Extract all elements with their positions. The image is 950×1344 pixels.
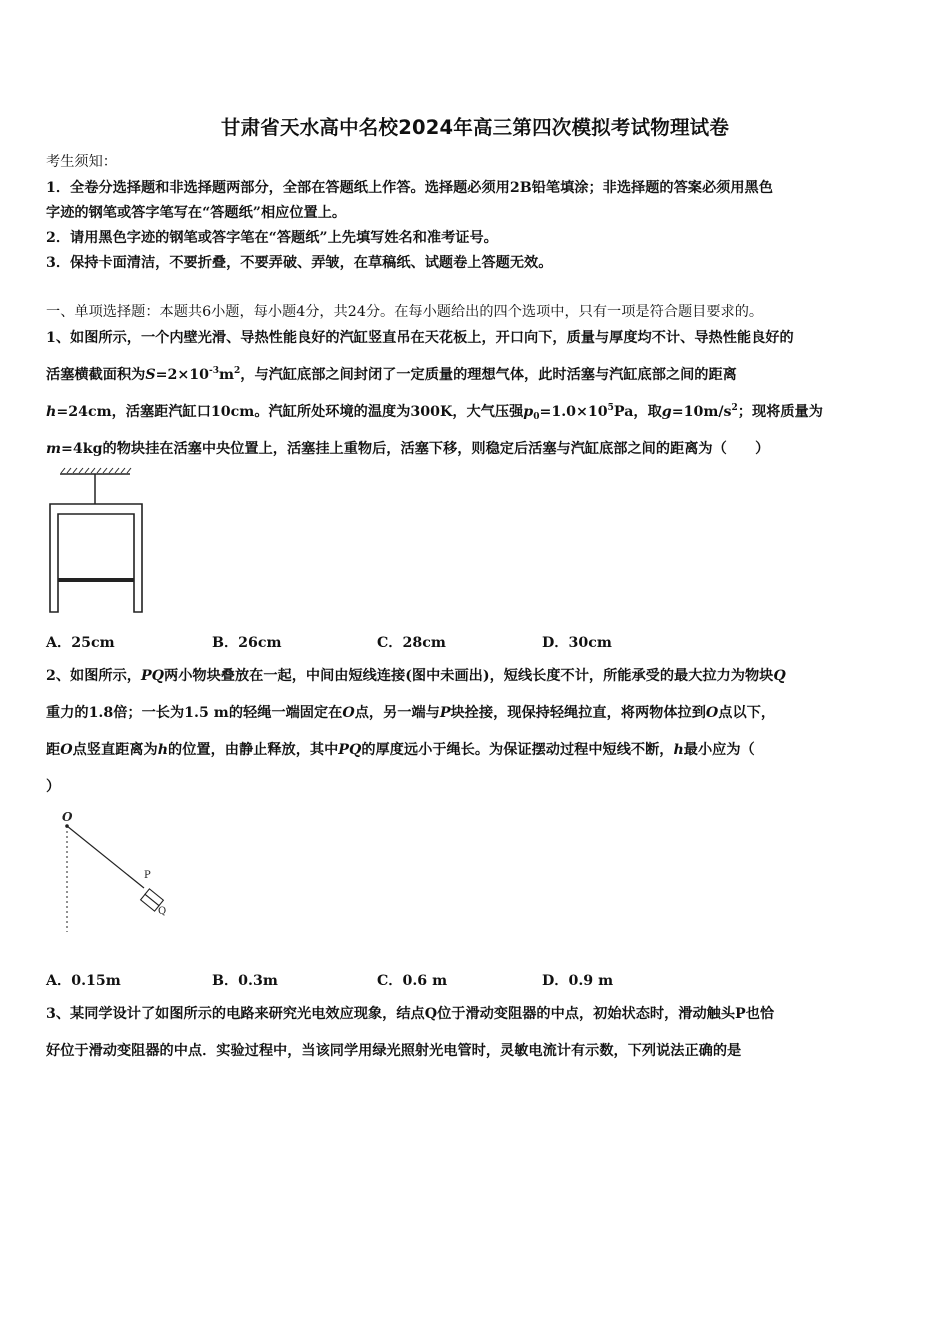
q2-text-line-4: ） (46, 779, 61, 795)
notice-item-1-cont: 字迹的钢笔或答字笔写在“答题纸”相应位置上。 (46, 205, 347, 221)
block-q-label: Q (158, 906, 167, 917)
q3-text-line-1: 3、某同学设计了如图所示的电路来研究光电效应现象，结点Q位于滑动变阻器的中点，初始状态时，滑动触头P也恰 (46, 1006, 775, 1022)
q1-text-line-1: 1、如图所示，一个内壁光滑、导热性能良好的汽缸竖直吊在天花板上，开口向下，质量与厚度均不计、导热性能良好的 (46, 330, 794, 346)
ceiling-hatch (60, 468, 131, 474)
q1-text-line-4: m=4kg的物块挂在活塞中央位置上，活塞挂上重物后，活塞下移，则稳定后活塞与汽缸底部之间的距离为（ ） (46, 441, 770, 457)
notice-item-2: 2．请用黑色字迹的钢笔或答字笔在“答题纸”上先填写姓名和准考证号。 (46, 230, 498, 246)
q2-option-c[interactable]: C．0.6 m (377, 973, 448, 989)
block-p-label: P (144, 870, 151, 881)
point-o-label: O (62, 810, 73, 824)
q2-text-line-1: 2、如图所示，PQ两小物块叠放在一起，中间由短线连接(图中未画出)，短线长度不计，所能承受的最大拉力为物块Q (46, 668, 786, 684)
q2-option-d[interactable]: D．0.9 m (542, 973, 614, 989)
q1-option-c[interactable]: C．28cm (377, 635, 446, 651)
q1-option-a[interactable]: A．25cm (46, 635, 115, 651)
q3-text-line-2: 好位于滑动变阻器的中点．实验过程中，当该同学用绿光照射光电管时，灵敏电流计有示数，下列说法正确的是 (46, 1043, 742, 1059)
q1-text-line-2: 活塞横截面积为$S=2\times 10^{-3}m^2$，与汽缸底部之间封闭了一定质量的理想气体，此时活塞与汽缸底部之间的距离 (46, 366, 737, 383)
q1-cylinder-figure (48, 466, 148, 616)
section-heading: 一、单项选择题：本题共6小题，每小题4分，共24分。在每小题给出的四个选项中，只有一项是符合题目要求的。 (46, 304, 764, 320)
q1-text-line-3: h=24cm，活塞距汽缸口10cm。汽缸所处环境的温度为300K，大气压强$p_0=1.0\times 10^5Pa$，取$g=10m/s^2$；现将质量为 (46, 403, 823, 422)
piston (58, 578, 134, 582)
q2-text-line-2: 重力的1.8倍；一长为1.5 m的轻绳一端固定在O点，另一端与P块拴接，现保持轻绳拉直，将两物体拉到O点以下， (46, 705, 776, 721)
q1-option-d[interactable]: D．30cm (542, 635, 612, 651)
q2-option-b[interactable]: B．0.3m (212, 973, 278, 989)
notice-item-3: 3．保持卡面清洁，不要折叠，不要弄破、弄皱，在草稿纸、试题卷上答题无效。 (46, 255, 553, 271)
notice-item-1: 1．全卷分选择题和非选择题两部分，全部在答题纸上作答。选择题必须用2B铅笔填涂；非选择题的答案必须用黑色 (46, 180, 773, 196)
q1-option-b[interactable]: B．26cm (212, 635, 282, 651)
page-title: 甘肃省天水高中名校2024年高三第四次模拟考试物理试卷 (220, 116, 730, 139)
cylinder-wall (50, 504, 142, 612)
notice-heading: 考生须知： (46, 154, 117, 170)
q2-pendulum-figure (56, 808, 186, 938)
rope (67, 826, 144, 888)
q2-text-line-3: 距O点竖直距离为h的位置，由静止释放，其中PQ的厚度远小于绳长。为保证摆动过程中短线不断，h最小应为（ (46, 742, 755, 758)
q2-option-a[interactable]: A．0.15m (46, 973, 121, 989)
